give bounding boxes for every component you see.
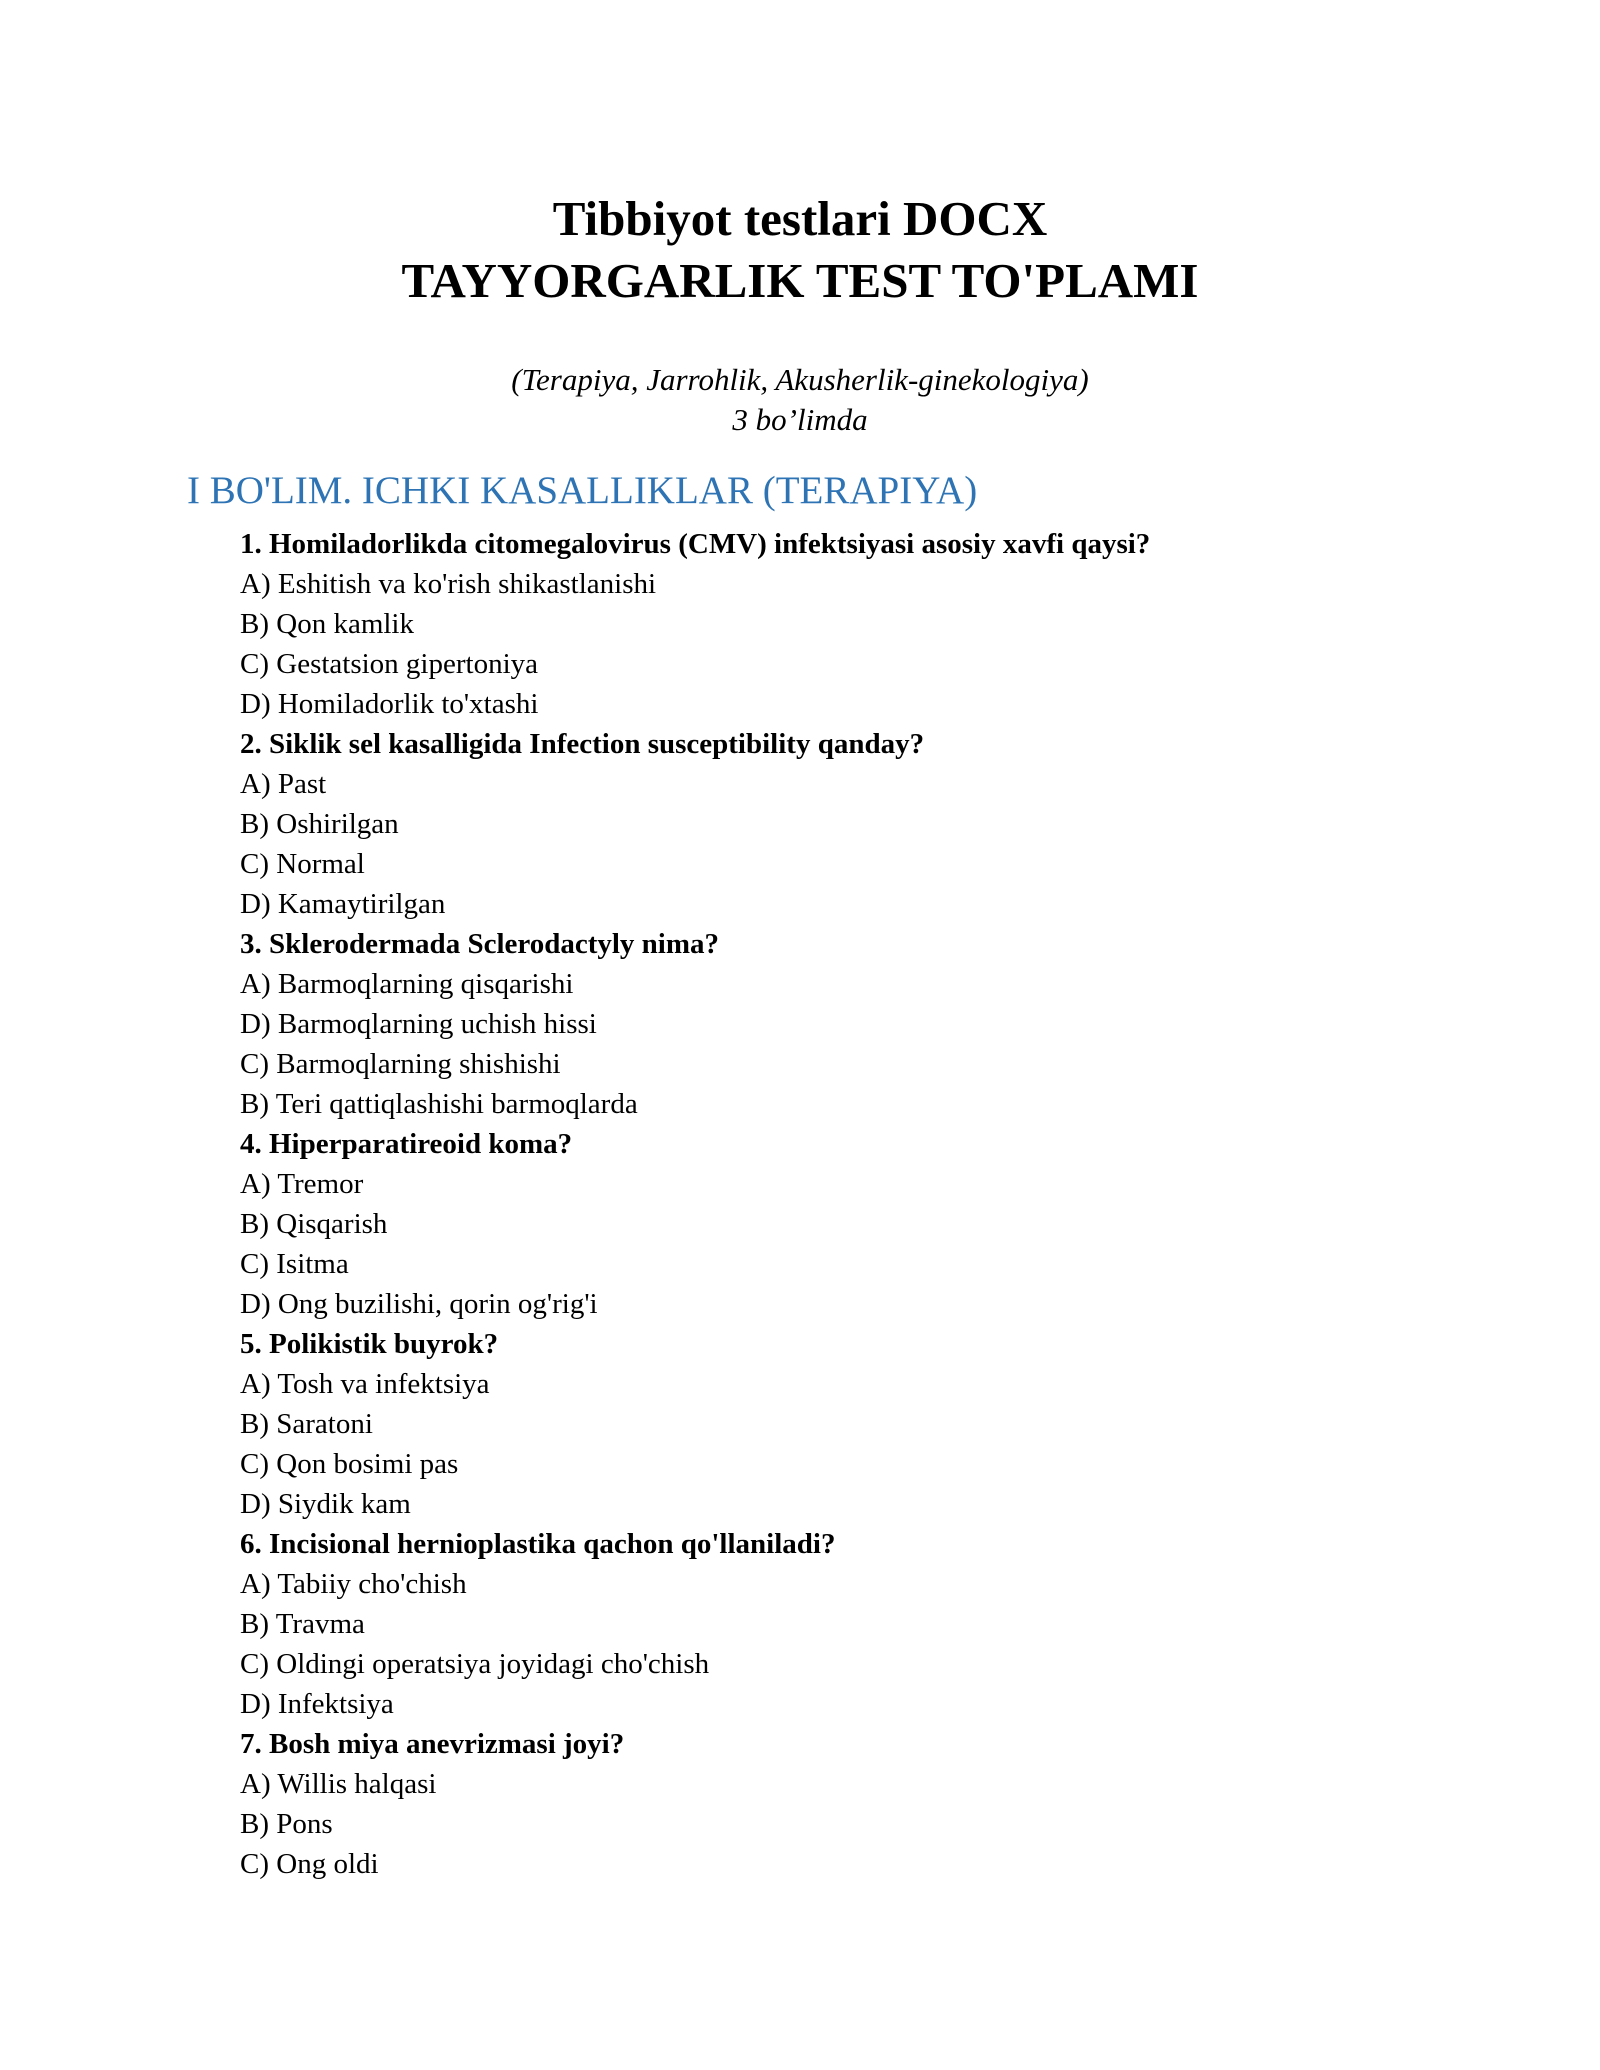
title-line-2: TAYYORGARLIK TEST TO'PLAMI	[401, 253, 1199, 308]
question-block	[240, 1724, 1440, 1884]
question-text: 5. Polikistik buyrok?	[240, 1328, 499, 1360]
question-text: 7. Bosh miya anevrizmasi joyi?	[240, 1728, 625, 1760]
question-block	[240, 1524, 1440, 1724]
question-block	[240, 724, 1440, 924]
answer-option: C) Ong oldi	[240, 1848, 379, 1880]
section-heading: I BO'LIM. ICHKI KASALLIKLAR (TERAPIYA)	[187, 469, 978, 512]
answer-option: A) Tabiiy cho'chish	[240, 1568, 467, 1600]
answer-option: A) Willis halqasi	[240, 1768, 437, 1800]
answer-option: A) Barmoqlarning qisqarishi	[240, 968, 574, 1000]
answer-option: A) Tremor	[240, 1168, 364, 1200]
subtitle-line-1: (Terapiya, Jarrohlik, Akusherlik-ginekologiya)	[511, 362, 1089, 397]
answer-option: D) Kamaytirilgan	[240, 888, 446, 920]
document-subtitle	[0, 360, 1600, 440]
answer-option: A) Past	[240, 768, 327, 800]
title-line-1: Tibbiyot testlari DOCX	[552, 191, 1048, 246]
answer-option: B) Saratoni	[240, 1408, 373, 1440]
answer-option: D) Ong buzilishi, qorin og'rig'i	[240, 1288, 598, 1320]
answer-option: B) Qon kamlik	[240, 608, 414, 640]
answer-option: C) Qon bosimi pas	[240, 1448, 459, 1480]
answer-option: C) Normal	[240, 848, 365, 880]
answer-option: B) Travma	[240, 1608, 365, 1640]
answer-option: D) Siydik kam	[240, 1488, 411, 1520]
answer-option: C) Barmoqlarning shishishi	[240, 1048, 561, 1080]
answer-option: C) Isitma	[240, 1248, 349, 1280]
answer-option: C) Gestatsion gipertoniya	[240, 648, 539, 680]
answer-option: B) Pons	[240, 1808, 333, 1840]
answer-option: C) Oldingi operatsiya joyidagi cho'chish	[240, 1648, 710, 1680]
document-title	[0, 188, 1600, 312]
question-text: 2. Siklik sel kasalligida Infection susceptibility qanday?	[240, 728, 925, 760]
question-block	[240, 1324, 1440, 1524]
question-block	[240, 524, 1440, 724]
answer-option: D) Infektsiya	[240, 1688, 394, 1720]
answer-option: B) Qisqarish	[240, 1208, 388, 1240]
question-block	[240, 1124, 1440, 1324]
question-text: 3. Sklerodermada Sclerodactyly nima?	[240, 928, 720, 960]
question-text: 6. Incisional hernioplastika qachon qo'llaniladi?	[240, 1528, 836, 1560]
answer-option: D) Barmoqlarning uchish hissi	[240, 1008, 597, 1040]
question-list	[240, 524, 1440, 1884]
answer-option: B) Oshirilgan	[240, 808, 399, 840]
question-text: 1. Homiladorlikda citomegalovirus (CMV) infektsiyasi asosiy xavfi qaysi?	[240, 528, 1151, 560]
subtitle-line-2: 3 bo’limda	[732, 402, 868, 437]
question-block	[240, 924, 1440, 1124]
answer-option: B) Teri qattiqlashishi barmoqlarda	[240, 1088, 638, 1120]
question-text: 4. Hiperparatireoid koma?	[240, 1128, 573, 1160]
answer-option: A) Tosh va infektsiya	[240, 1368, 490, 1400]
answer-option: A) Eshitish va ko'rish shikastlanishi	[240, 568, 657, 600]
answer-option: D) Homiladorlik to'xtashi	[240, 688, 539, 720]
